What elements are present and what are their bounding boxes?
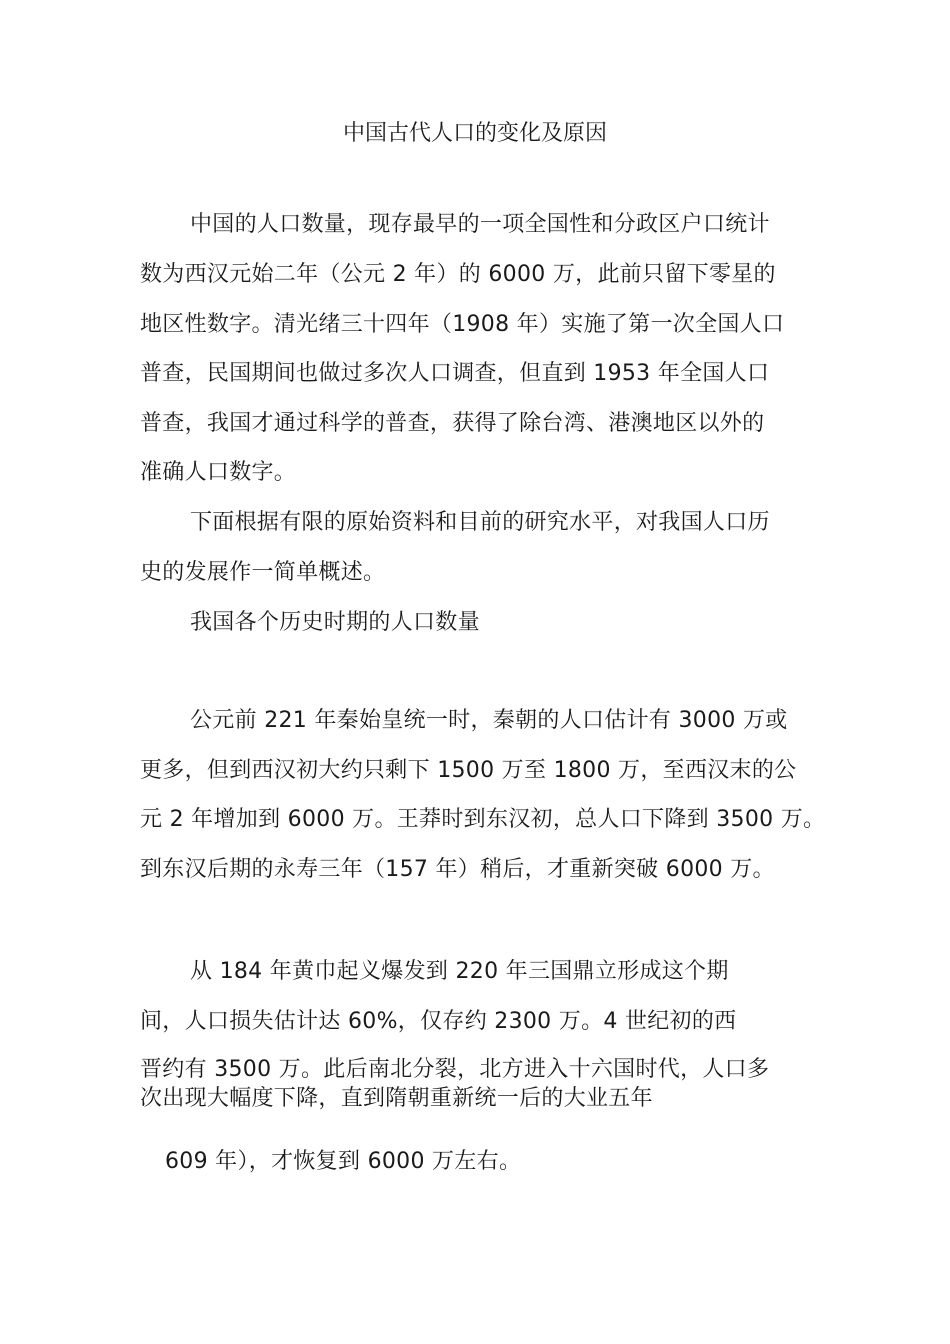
paragraph-1-line: 中国的人口数量，现存最早的一项全国性和分政区户口统计 [190, 212, 770, 237]
paragraph-3-line: 更多，但到西汉初大约只剩下 1500 万至 1800 万，至西汉末的公 [140, 758, 797, 783]
section-heading: 我国各个历史时期的人口数量 [190, 610, 480, 635]
paragraph-2-line: 史的发展作一简单概述。 [140, 560, 386, 585]
paragraph-3-line: 公元前 221 年秦始皇统一时，秦朝的人口估计有 3000 万或 [190, 708, 788, 733]
paragraph-1-line: 地区性数字。清光绪三十四年（1908 年）实施了第一次全国人口 [140, 312, 785, 337]
paragraph-1-line: 数为西汉元始二年（公元 2 年）的 6000 万，此前只留下零星的 [140, 262, 776, 287]
paragraph-4-line: 次出现大幅度下降，直到隋朝重新统一后的大业五年 [140, 1086, 653, 1111]
paragraph-1-line: 普查，我国才通过科学的普查，获得了除台湾、港澳地区以外的 [140, 411, 765, 436]
paragraph-4-line: 609 年），才恢复到 6000 万左右。 [165, 1149, 522, 1174]
paragraph-1-line: 普查，民国期间也做过多次人口调查，但直到 1953 年全国人口 [140, 361, 770, 386]
paragraph-3-line: 到东汉后期的永寿三年（157 年）稍后，才重新突破 6000 万。 [140, 857, 775, 882]
paragraph-4-line: 从 184 年黄巾起义爆发到 220 年三国鼎立形成这个期 [190, 959, 729, 984]
paragraph-4-line: 晋约有 3500 万。此后南北分裂，北方进入十六国时代，人口多 [140, 1057, 770, 1082]
document-title: 中国古代人口的变化及原因 [342, 121, 607, 146]
paragraph-3-line: 元 2 年增加到 6000 万。王莽时到东汉初，总人口下降到 3500 万。 [140, 807, 826, 832]
paragraph-2-line: 下面根据有限的原始资料和目前的研究水平，对我国人口历 [190, 510, 770, 535]
paragraph-1-line: 准确人口数字。 [140, 460, 297, 485]
paragraph-4-line: 间，人口损失估计达 60%，仅存约 2300 万。4 世纪初的西 [140, 1009, 737, 1034]
